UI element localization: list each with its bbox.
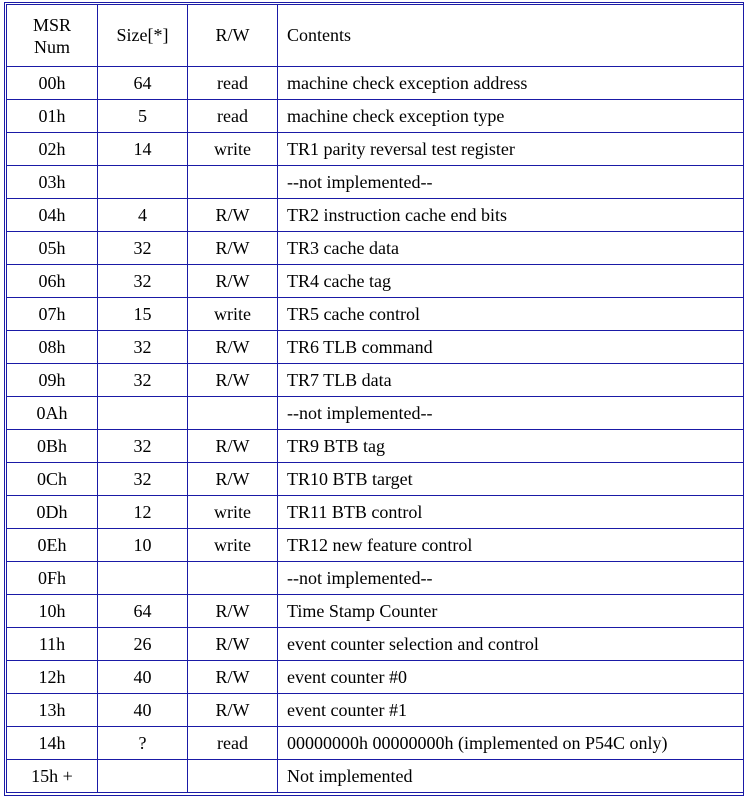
cell-contents: TR11 BTB control (278, 496, 744, 529)
cell-size: 5 (98, 100, 188, 133)
cell-rw: R/W (188, 661, 278, 694)
cell-size: 32 (98, 265, 188, 298)
cell-msr-num: 02h (7, 133, 98, 166)
cell-contents: TR10 BTB target (278, 463, 744, 496)
table-row (7, 364, 744, 397)
cell-size: 26 (98, 628, 188, 661)
cell-contents: 00000000h 00000000h (implemented on P54C only) (278, 727, 744, 760)
cell-size: 32 (98, 331, 188, 364)
msr-table (6, 4, 744, 793)
cell-rw: R/W (188, 430, 278, 463)
cell-rw (188, 760, 278, 793)
table-row (7, 463, 744, 496)
table-row (7, 397, 744, 430)
cell-size: 64 (98, 595, 188, 628)
cell-rw: R/W (188, 628, 278, 661)
cell-size (98, 397, 188, 430)
header-msr-num (7, 5, 98, 67)
table-row (7, 166, 744, 199)
cell-size: 32 (98, 364, 188, 397)
table-row (7, 232, 744, 265)
cell-size: 14 (98, 133, 188, 166)
table-row (7, 67, 744, 100)
cell-msr-num: 00h (7, 67, 98, 100)
cell-size: 12 (98, 496, 188, 529)
cell-size: 10 (98, 529, 188, 562)
cell-msr-num: 08h (7, 331, 98, 364)
cell-msr-num: 11h (7, 628, 98, 661)
cell-contents: machine check exception type (278, 100, 744, 133)
table-row (7, 694, 744, 727)
cell-msr-num: 0Dh (7, 496, 98, 529)
cell-msr-num: 01h (7, 100, 98, 133)
cell-contents: --not implemented-- (278, 166, 744, 199)
cell-msr-num: 0Fh (7, 562, 98, 595)
header-msr-num-line2: Num (34, 36, 70, 57)
cell-rw: R/W (188, 331, 278, 364)
cell-rw: R/W (188, 199, 278, 232)
header-rw: R/W (188, 5, 278, 67)
cell-msr-num: 13h (7, 694, 98, 727)
header-msr-num-line1: MSR (32, 14, 72, 35)
cell-size: 40 (98, 661, 188, 694)
cell-rw: read (188, 727, 278, 760)
table-row (7, 595, 744, 628)
header-row (7, 5, 744, 67)
cell-contents: TR3 cache data (278, 232, 744, 265)
table-row (7, 298, 744, 331)
table-header (7, 5, 744, 67)
cell-msr-num: 03h (7, 166, 98, 199)
cell-contents: TR4 cache tag (278, 265, 744, 298)
table-row (7, 199, 744, 232)
table-row (7, 529, 744, 562)
cell-size (98, 760, 188, 793)
cell-contents: TR6 TLB command (278, 331, 744, 364)
cell-contents: TR2 instruction cache end bits (278, 199, 744, 232)
table-row (7, 265, 744, 298)
cell-contents: Time Stamp Counter (278, 595, 744, 628)
cell-rw (188, 562, 278, 595)
cell-contents: --not implemented-- (278, 562, 744, 595)
table-row (7, 628, 744, 661)
cell-msr-num: 05h (7, 232, 98, 265)
cell-size: ? (98, 727, 188, 760)
cell-contents: Not implemented (278, 760, 744, 793)
cell-rw: R/W (188, 694, 278, 727)
cell-rw: read (188, 67, 278, 100)
cell-rw: R/W (188, 595, 278, 628)
cell-rw: R/W (188, 364, 278, 397)
cell-contents: TR7 TLB data (278, 364, 744, 397)
table-row (7, 430, 744, 463)
cell-rw: write (188, 298, 278, 331)
cell-rw (188, 166, 278, 199)
cell-rw: R/W (188, 265, 278, 298)
cell-contents: TR9 BTB tag (278, 430, 744, 463)
cell-size: 32 (98, 463, 188, 496)
cell-contents: event counter #1 (278, 694, 744, 727)
cell-rw: read (188, 100, 278, 133)
table-row (7, 331, 744, 364)
cell-size (98, 562, 188, 595)
cell-size: 40 (98, 694, 188, 727)
cell-size: 32 (98, 430, 188, 463)
cell-msr-num: 0Bh (7, 430, 98, 463)
cell-size: 64 (98, 67, 188, 100)
cell-msr-num: 07h (7, 298, 98, 331)
cell-contents: --not implemented-- (278, 397, 744, 430)
cell-size (98, 166, 188, 199)
table-body (7, 67, 744, 793)
table-row (7, 562, 744, 595)
cell-msr-num: 0Ch (7, 463, 98, 496)
cell-contents: TR5 cache control (278, 298, 744, 331)
cell-msr-num: 0Eh (7, 529, 98, 562)
table-row (7, 727, 744, 760)
cell-contents: event counter selection and control (278, 628, 744, 661)
cell-msr-num: 06h (7, 265, 98, 298)
cell-rw: write (188, 529, 278, 562)
cell-rw: R/W (188, 463, 278, 496)
cell-msr-num: 0Ah (7, 397, 98, 430)
cell-size: 32 (98, 232, 188, 265)
cell-msr-num: 04h (7, 199, 98, 232)
cell-msr-num: 09h (7, 364, 98, 397)
cell-msr-num: 14h (7, 727, 98, 760)
header-size: Size[*] (98, 5, 188, 67)
table-row (7, 661, 744, 694)
table-row (7, 100, 744, 133)
table-row (7, 760, 744, 793)
cell-contents: TR12 new feature control (278, 529, 744, 562)
cell-msr-num: 10h (7, 595, 98, 628)
cell-rw: write (188, 496, 278, 529)
header-contents: Contents (278, 5, 744, 67)
table-row (7, 496, 744, 529)
cell-rw: write (188, 133, 278, 166)
table-row (7, 133, 744, 166)
cell-rw: R/W (188, 232, 278, 265)
cell-size: 15 (98, 298, 188, 331)
cell-msr-num: 15h + (7, 760, 98, 793)
cell-size: 4 (98, 199, 188, 232)
cell-contents: event counter #0 (278, 661, 744, 694)
cell-contents: machine check exception address (278, 67, 744, 100)
cell-contents: TR1 parity reversal test register (278, 133, 744, 166)
cell-rw (188, 397, 278, 430)
cell-msr-num: 12h (7, 661, 98, 694)
